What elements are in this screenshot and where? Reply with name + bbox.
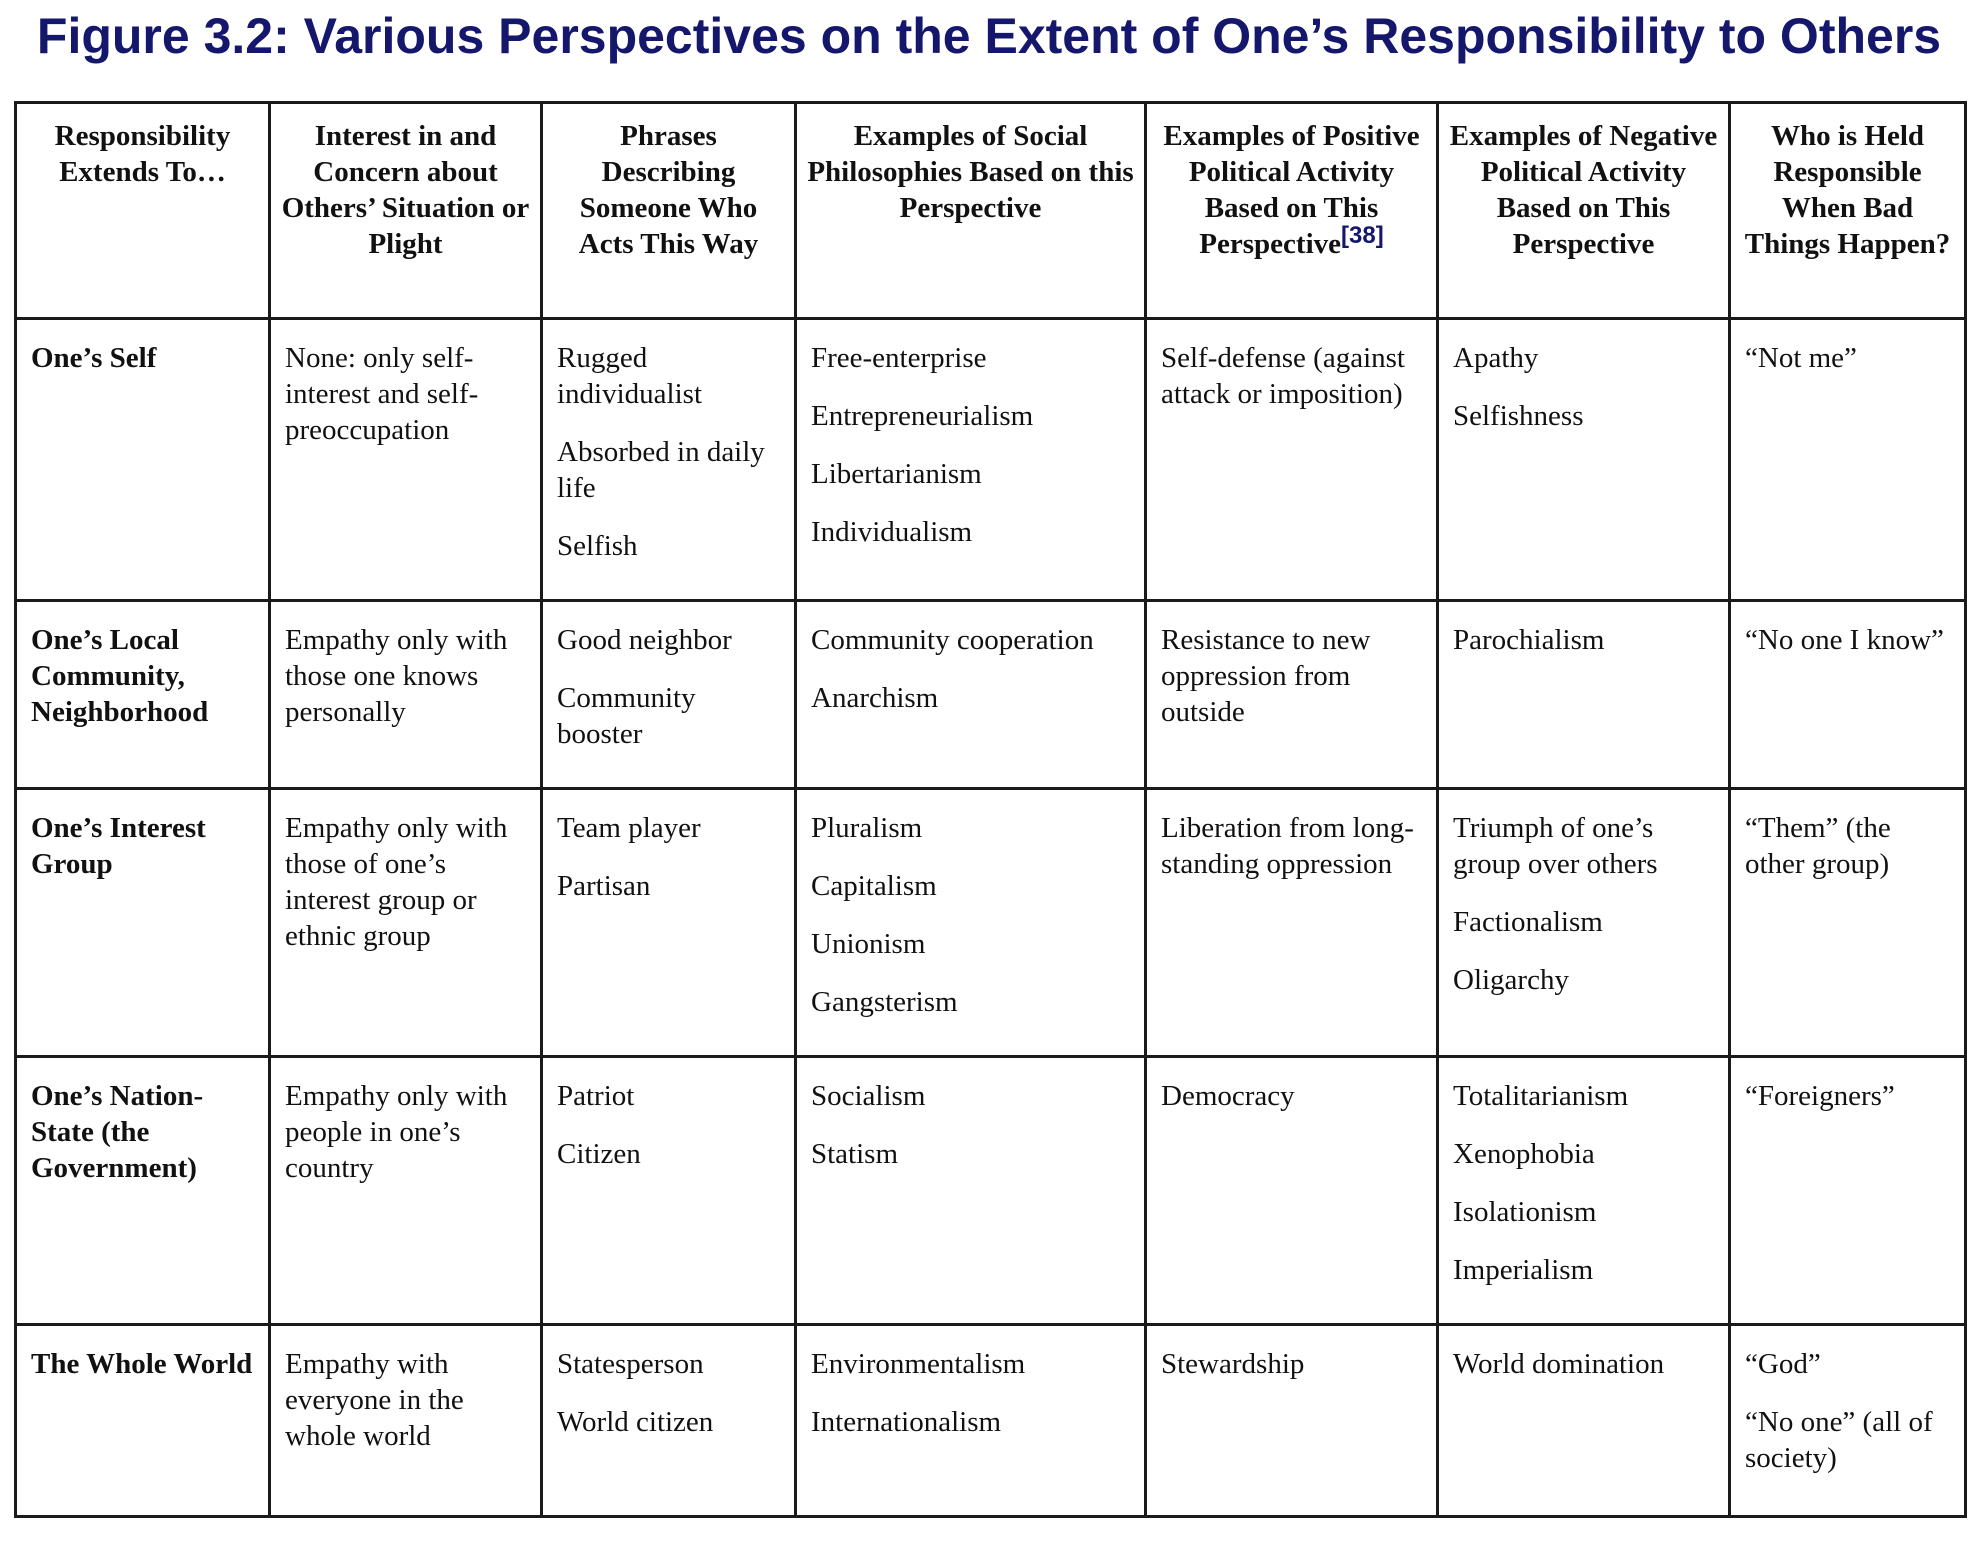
cell-entry: Empathy only with those of one’s interest group or ethnic group — [285, 812, 508, 952]
cell-entry: Empathy only with people in one’s country — [285, 1080, 508, 1184]
cell-negative-activity — [1438, 789, 1730, 1057]
cell-entry: Entrepreneurialism — [811, 400, 1034, 432]
header-label: Examples of Positive Political Activity Based on This Perspective — [1163, 120, 1420, 260]
cell-entry: Factionalism — [1453, 906, 1603, 938]
cell-entry: Environmentalism — [811, 1348, 1026, 1380]
cell-who-responsible — [1730, 601, 1966, 789]
cell-philosophies — [796, 319, 1146, 601]
cell-entry: Patriot — [557, 1080, 635, 1112]
cell-who-responsible — [1730, 789, 1966, 1057]
cell-entry: Statesperson — [557, 1348, 704, 1380]
cell-entry: Apathy — [1453, 342, 1539, 374]
cell-entry: Resistance to new oppression from outside — [1161, 624, 1371, 728]
cell-entry: Good neighbor — [557, 624, 732, 656]
header-interest-concern — [270, 103, 542, 319]
cell-entry: Pluralism — [811, 812, 923, 844]
header-label: Examples of Negative Political Activity Based on This Perspective — [1449, 120, 1718, 260]
cell-positive-activity — [1146, 1325, 1438, 1517]
cell-entry: “No one” (all of society) — [1745, 1406, 1933, 1474]
cell-extends-to: One’s Local Community, Neighborhood — [16, 601, 270, 789]
cell-entry: Democracy — [1161, 1080, 1295, 1112]
cell-positive-activity — [1146, 601, 1438, 789]
cell-entry: Parochialism — [1453, 624, 1605, 656]
cell-positive-activity — [1146, 1057, 1438, 1325]
cell-entry: Oligarchy — [1453, 964, 1569, 996]
header-negative-political-activity — [1438, 103, 1730, 319]
cell-entry: “Them” (the other group) — [1745, 812, 1891, 880]
table-row — [16, 319, 1966, 601]
cell-entry: Selfish — [557, 530, 638, 562]
cell-negative-activity — [1438, 1057, 1730, 1325]
cell-entry: World citizen — [557, 1406, 714, 1438]
header-label: Examples of Social Philosophies Based on this Perspective — [807, 120, 1134, 224]
cell-entry: Statism — [811, 1138, 899, 1170]
cell-entry: Libertarianism — [811, 458, 982, 490]
cell-concern — [270, 319, 542, 601]
header-row — [16, 103, 1966, 319]
cell-entry: Socialism — [811, 1080, 926, 1112]
cell-positive-activity — [1146, 319, 1438, 601]
cell-entry: Team player — [557, 812, 701, 844]
cell-entry: Unionism — [811, 928, 926, 960]
cell-philosophies — [796, 1057, 1146, 1325]
cell-phrases — [542, 789, 796, 1057]
cell-extends-to: The Whole World — [16, 1325, 270, 1517]
cell-who-responsible — [1730, 1325, 1966, 1517]
cell-who-responsible — [1730, 319, 1966, 601]
table-row — [16, 1057, 1966, 1325]
table-row — [16, 1325, 1966, 1517]
cell-entry: Totalitarianism — [1453, 1080, 1629, 1112]
cell-entry: Empathy with everyone in the whole world — [285, 1348, 464, 1452]
cell-entry: Imperialism — [1453, 1254, 1594, 1286]
cell-entry: Absorbed in daily life — [557, 436, 765, 504]
cell-entry: World domination — [1453, 1348, 1665, 1380]
cell-negative-activity — [1438, 601, 1730, 789]
cell-extends-to: One’s Nation-State (the Government) — [16, 1057, 270, 1325]
cell-extends-to: One’s Self — [16, 319, 270, 601]
cell-entry: “Foreigners” — [1745, 1080, 1895, 1112]
table-row — [16, 601, 1966, 789]
cell-philosophies — [796, 789, 1146, 1057]
cell-phrases — [542, 1325, 796, 1517]
header-phrases — [542, 103, 796, 319]
header-social-philosophies — [796, 103, 1146, 319]
header-label: Responsibility Extends To… — [54, 120, 231, 188]
header-label: Interest in and Concern about Others’ Situation or Plight — [281, 120, 530, 260]
cell-entry: Xenophobia — [1453, 1138, 1595, 1170]
cell-concern — [270, 1325, 542, 1517]
cell-phrases — [542, 1057, 796, 1325]
header-responsibility-extends-to — [16, 103, 270, 319]
table-row — [16, 789, 1966, 1057]
cell-entry: Self-defense (against attack or imposition) — [1161, 342, 1405, 410]
cell-entry: Citizen — [557, 1138, 641, 1170]
cell-entry: “No one I know” — [1745, 624, 1944, 656]
cell-concern — [270, 601, 542, 789]
cell-entry: Individualism — [811, 516, 973, 548]
cell-entry: Capitalism — [811, 870, 937, 902]
cell-philosophies — [796, 1325, 1146, 1517]
cell-entry: Gangsterism — [811, 986, 958, 1018]
cell-phrases — [542, 601, 796, 789]
header-label: Phrases Describing Someone Who Acts This Way — [578, 120, 759, 260]
cell-negative-activity — [1438, 1325, 1730, 1517]
table-body — [16, 319, 1966, 1517]
header-label: Who is Held Responsible When Bad Things Happen? — [1744, 120, 1951, 260]
cell-entry: “Not me” — [1745, 342, 1857, 374]
cell-entry: Liberation from long-standing oppression — [1161, 812, 1414, 880]
cell-entry: “God” — [1745, 1348, 1821, 1380]
cell-entry: Triumph of one’s group over others — [1453, 812, 1658, 880]
cell-extends-to: One’s Interest Group — [16, 789, 270, 1057]
header-who-responsible — [1730, 103, 1966, 319]
cell-entry: None: only self-interest and self-preoccupation — [285, 342, 479, 446]
header-positive-political-activity — [1146, 103, 1438, 319]
reference-link[interactable]: [38] — [1341, 222, 1384, 249]
cell-entry: Empathy only with those one knows personally — [285, 624, 508, 728]
cell-entry: Stewardship — [1161, 1348, 1305, 1380]
cell-entry: Free-enterprise — [811, 342, 987, 374]
cell-concern — [270, 1057, 542, 1325]
cell-entry: Community cooperation — [811, 624, 1094, 656]
cell-entry: Selfishness — [1453, 400, 1584, 432]
cell-positive-activity — [1146, 789, 1438, 1057]
cell-philosophies — [796, 601, 1146, 789]
cell-concern — [270, 789, 542, 1057]
cell-entry: Community booster — [557, 682, 696, 750]
cell-entry: Rugged individualist — [557, 342, 702, 410]
perspectives-table — [14, 101, 1967, 1518]
cell-entry: Anarchism — [811, 682, 939, 714]
cell-who-responsible — [1730, 1057, 1966, 1325]
cell-phrases — [542, 319, 796, 601]
cell-entry: Internationalism — [811, 1406, 1002, 1438]
cell-entry: Partisan — [557, 870, 651, 902]
figure-title: Figure 3.2: Various Perspectives on the Extent of One’s Responsibility to Others — [36, 8, 1942, 64]
cell-negative-activity — [1438, 319, 1730, 601]
cell-entry: Isolationism — [1453, 1196, 1597, 1228]
